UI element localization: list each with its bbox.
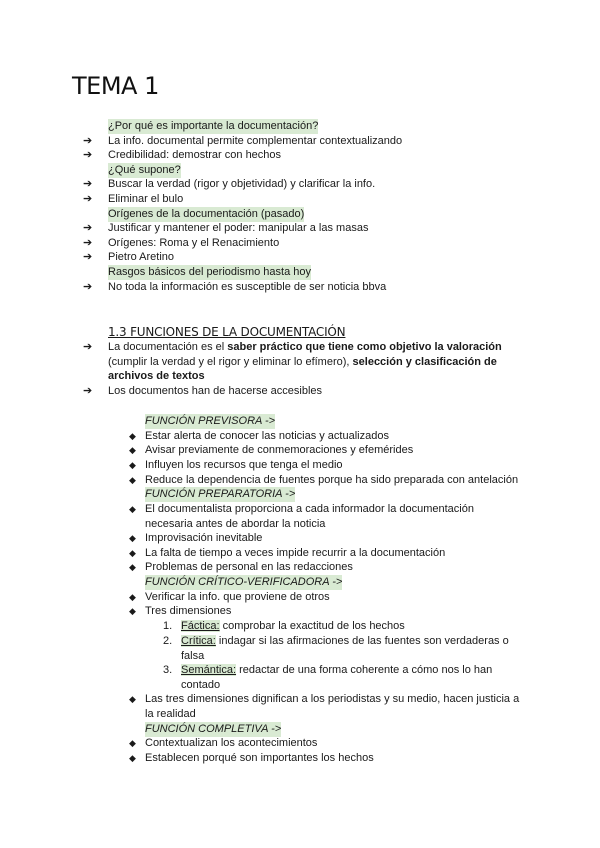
list-number: 3.: [163, 664, 173, 676]
diamond-bullet-icon: ◆: [129, 431, 136, 441]
dimension-item: [181, 663, 511, 692]
list-item: Contextualizan los acontecimientos: [145, 737, 318, 749]
heading-q3: Orígenes de la documentación (pasado): [108, 208, 305, 220]
diamond-bullet-icon: ◆: [129, 460, 136, 470]
diamond-bullet-icon: ◆: [129, 533, 136, 543]
arrow-icon: ➔: [83, 149, 93, 161]
diamond-bullet-icon: ◆: [129, 562, 136, 572]
list-item: Los documentos han de hacerse accesibles: [108, 385, 323, 397]
list-item: Reduce la dependencia de fuentes porque ha sido preparada con antelación: [145, 474, 519, 486]
list-item: Improvisación inevitable: [145, 532, 263, 544]
list-item: Establecen porqué son importantes los hechos: [145, 752, 374, 764]
arrow-icon: ➔: [83, 281, 93, 293]
list-item: La info. documental permite complementar contextualizando: [108, 135, 403, 147]
heading-q4: Rasgos básicos del periodismo hasta hoy: [108, 266, 312, 278]
list-item: Eliminar el bulo: [108, 193, 184, 205]
list-item: Problemas de personal en las redacciones: [145, 561, 353, 573]
arrow-icon: ➔: [83, 385, 93, 397]
diamond-bullet-icon: ◆: [129, 738, 136, 748]
dimension-term: Fáctica:: [181, 620, 220, 632]
list-item: Verificar la info. que proviene de otros: [145, 591, 330, 603]
list-number: 1.: [163, 620, 173, 632]
diamond-bullet-icon: ◆: [129, 606, 136, 616]
dimension-text: comprobar la exactitud de los hechos: [219, 620, 405, 632]
section-title: 1.3 FUNCIONES DE LA DOCUMENTACIÓN: [108, 325, 346, 339]
heading-q1: ¿Por qué es importante la documentación?: [108, 120, 319, 132]
diamond-bullet-icon: ◆: [129, 694, 136, 704]
list-item: La falta de tiempo a veces impide recurrir a la documentación: [145, 547, 446, 559]
list-item: Tres dimensiones: [145, 605, 232, 617]
page-title: TEMA 1: [72, 72, 159, 100]
function-heading: FUNCIÓN PREPARATORIA ->: [145, 488, 296, 500]
dimension-term: Crítica:: [181, 635, 216, 647]
function-heading: FUNCIÓN PREVISORA ->: [145, 415, 276, 427]
arrow-icon: ➔: [83, 135, 93, 147]
diamond-bullet-icon: ◆: [129, 475, 136, 485]
dimension-term: Semántica:: [181, 664, 237, 676]
arrow-icon: ➔: [83, 251, 93, 263]
text-segment: La documentación es el: [108, 341, 228, 353]
dimension-text: redactar de una forma coherente a cómo nos lo han contado: [181, 664, 493, 691]
heading-q2: ¿Qué supone?: [108, 164, 181, 176]
bold-text: saber práctico que tiene como objetivo la valoración: [227, 341, 502, 353]
list-item: Las tres dimensiones dignifican a los periodistas y su medio, hacen justicia a la realidad: [145, 693, 520, 720]
list-item: No toda la información es susceptible de ser noticia bbva: [108, 281, 387, 293]
list-item: Credibilidad: demostrar con hechos: [108, 149, 282, 161]
list-item: El documentalista proporciona a cada informador la documentación necesaria antes de abordar la noticia: [145, 503, 474, 530]
function-heading: FUNCIÓN COMPLETIVA ->: [145, 723, 282, 735]
list-number: 2.: [163, 635, 173, 647]
diamond-bullet-icon: ◆: [129, 445, 136, 455]
arrow-icon: ➔: [83, 237, 93, 249]
dimension-item: [181, 634, 511, 663]
bold-text: selección y clasificación de archivos de textos: [108, 355, 497, 383]
arrow-icon: ➔: [83, 341, 93, 353]
dimension-text: indagar si las afirmaciones de las fuentes son verdaderas o falsa: [181, 635, 509, 662]
function-heading: FUNCIÓN CRÍTICO-VERIFICADORA ->: [145, 576, 343, 588]
arrow-icon: ➔: [83, 178, 93, 190]
list-item: Pietro Aretino: [108, 251, 175, 263]
list-item: Orígenes: Roma y el Renacimiento: [108, 237, 280, 249]
text-segment: (cumplir la verdad y el rigor y eliminar lo efímero),: [108, 355, 353, 368]
list-item: Influyen los recursos que tenga el medio: [145, 459, 343, 471]
diamond-bullet-icon: ◆: [129, 548, 136, 558]
diamond-bullet-icon: ◆: [129, 753, 136, 763]
arrow-icon: ➔: [83, 222, 93, 234]
list-item: Justificar y mantener el poder: manipular a las masas: [108, 222, 369, 234]
dimension-item: [181, 619, 511, 634]
list-item: Avisar previamente de conmemoraciones y efemérides: [145, 444, 414, 456]
diamond-bullet-icon: ◆: [129, 504, 136, 514]
paragraph-definition: [108, 340, 508, 384]
arrow-icon: ➔: [83, 193, 93, 205]
list-item: Buscar la verdad (rigor y objetividad) y clarificar la info.: [108, 178, 376, 190]
diamond-bullet-icon: ◆: [129, 592, 136, 602]
list-item: Estar alerta de conocer las noticias y actualizados: [145, 430, 389, 442]
